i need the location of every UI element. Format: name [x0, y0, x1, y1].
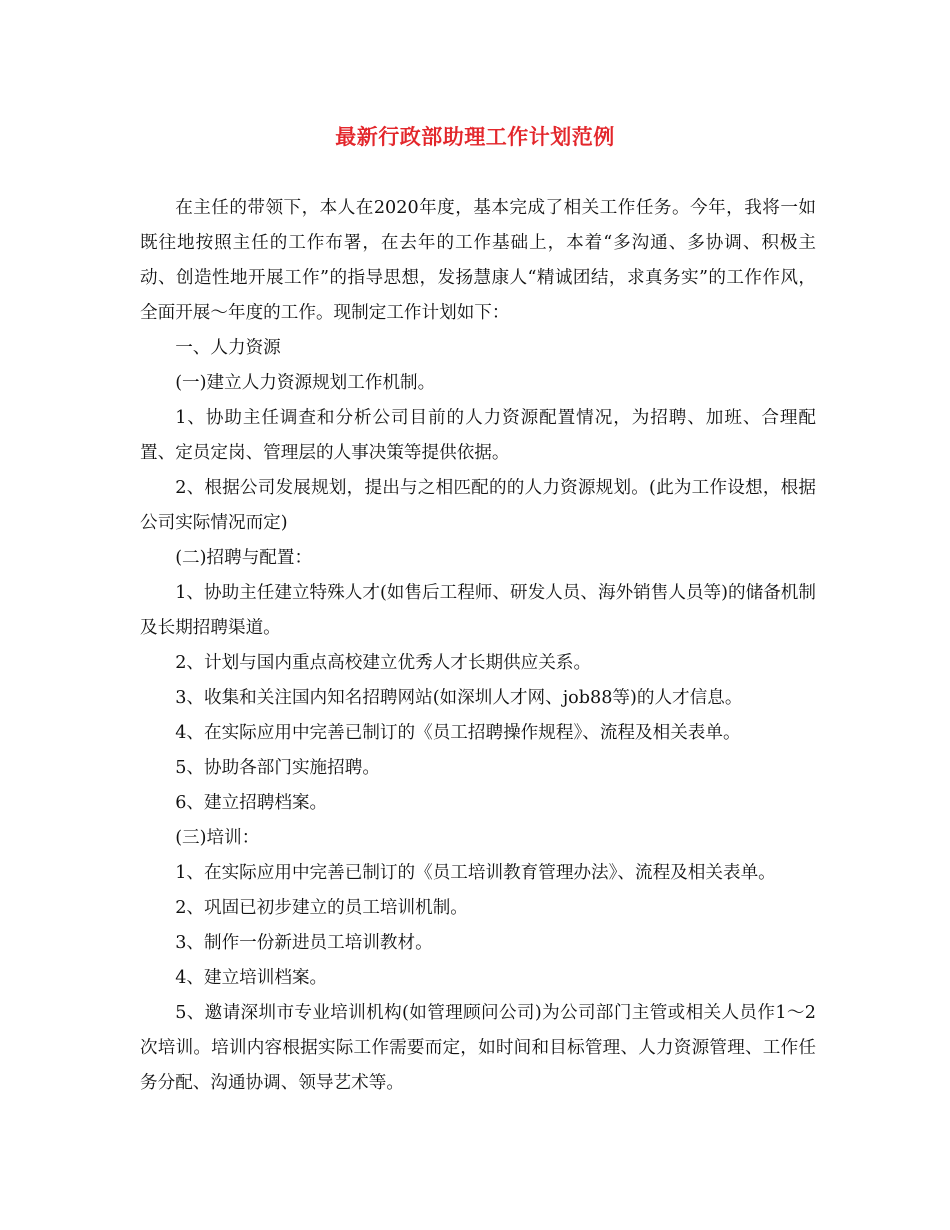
subsection-heading-recruiting: (二)招聘与配置：: [175, 548, 313, 568]
list-item: 2、根据公司发展规划，提出与之相匹配的的人力资源规划。(此为工作设想，根据公司实际情况而定): [140, 478, 816, 533]
paragraph-intro: 在主任的带领下，本人在2020年度，基本完成了相关工作任务。今年，我将一如既往地按照主任的工作布署，在去年的工作基础上，本着“多沟通、多协调、积极主动、创造性地开展工作”的指导思想，发扬慧康人“精诚团结，求真务实”的工作作风，全面开展～年度的工作。现制定工作计划如下：: [140, 198, 816, 323]
document-body: [140, 191, 816, 1101]
list-item: 3、制作一份新进员工培训教材。: [175, 933, 433, 953]
list-item: 2、计划与国内重点高校建立优秀人才长期供应关系。: [175, 653, 592, 673]
subsection-heading-training: (三)培训：: [175, 828, 260, 848]
list-item: 1、在实际应用中完善已制订的《员工培训教育管理办法》、流程及相关表单。: [175, 863, 776, 883]
document-title: 最新行政部助理工作计划范例: [335, 124, 615, 149]
list-item: 3、收集和关注国内知名招聘网站(如深圳人才网、job88等)的人才信息。: [175, 688, 743, 708]
list-item: 2、巩固已初步建立的员工培训机制。: [175, 898, 468, 918]
list-item: 1、协助主任调查和分析公司目前的人力资源配置情况，为招聘、加班、合理配置、定员定岗、管理层的人事决策等提供依据。: [140, 408, 816, 463]
section-heading-hr: 一、人力资源: [175, 338, 281, 358]
list-item: 4、在实际应用中完善已制订的《员工招聘操作规程》、流程及相关表单。: [175, 723, 741, 743]
subsection-heading-planning: (一)建立人力资源规划工作机制。: [175, 373, 436, 393]
list-item: 6、建立招聘档案。: [175, 793, 328, 813]
list-item: 1、协助主任建立特殊人才(如售后工程师、研发人员、海外销售人员等)的储备机制及长期招聘渠道。: [140, 583, 816, 638]
list-item: 5、邀请深圳市专业培训机构(如管理顾问公司)为公司部门主管或相关人员作1～2次培训。培训内容根据实际工作需要而定，如时间和目标管理、人力资源管理、工作任务分配、沟通协调、领导艺术等。: [140, 1003, 816, 1093]
list-item: 4、建立培训档案。: [175, 968, 328, 988]
list-item: 5、协助各部门实施招聘。: [175, 758, 380, 778]
